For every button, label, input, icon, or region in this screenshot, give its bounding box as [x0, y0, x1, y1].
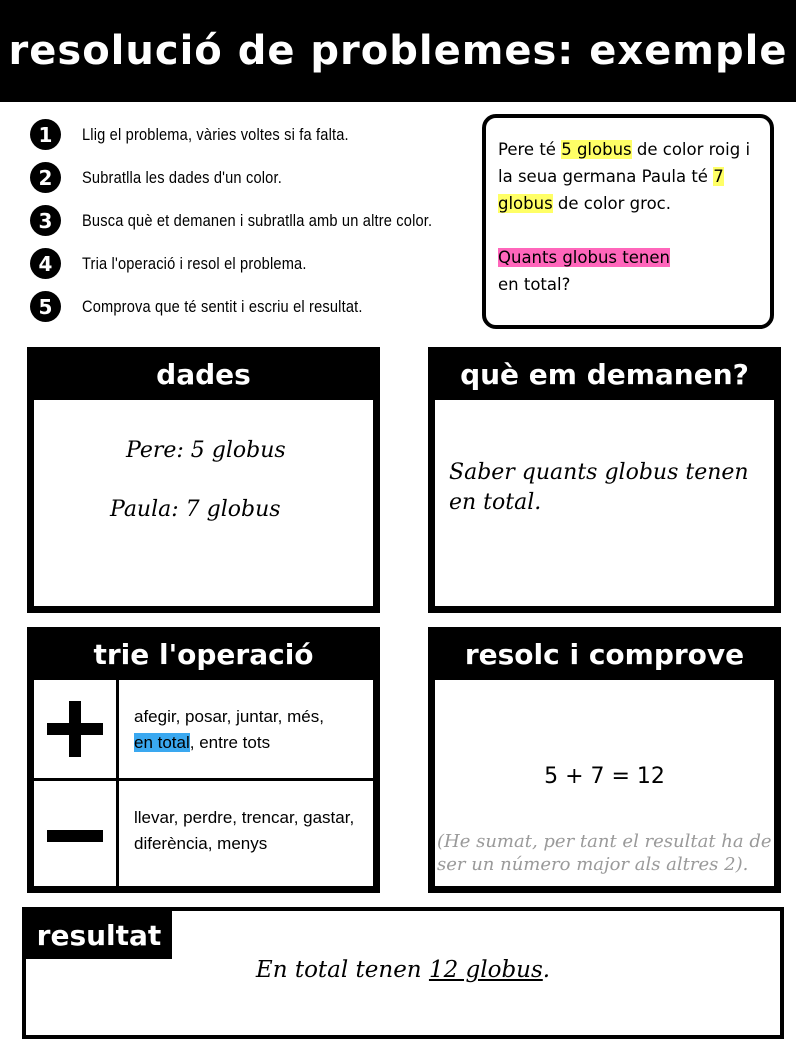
demanen-title: què em demanen? [460, 357, 749, 391]
plus-words-text: , entre tots [189, 733, 271, 752]
step-number-icon: 2 [30, 162, 61, 193]
plus-row [34, 680, 373, 778]
problem-card [482, 114, 774, 329]
dades-panel [27, 347, 380, 613]
resolc-panel [428, 627, 781, 893]
demanen-panel [428, 347, 781, 613]
demanen-body [435, 400, 774, 606]
problem-text: de color groc. [552, 194, 671, 213]
operation-table [34, 680, 373, 886]
step-item [30, 285, 480, 328]
step-item [30, 242, 480, 285]
problem-text: Pere té [498, 140, 562, 159]
resultat-sentence: En total tenen [255, 957, 429, 983]
check-note: (He sumat, per tant el resultat ha de ser un número major als altres 2). [437, 831, 772, 875]
keyword-highlight: en total [134, 733, 190, 752]
step-item [30, 113, 480, 156]
minus-icon [34, 781, 119, 892]
step-number-icon: 4 [30, 248, 61, 279]
resultat-box [22, 907, 784, 1039]
step-text: Comprova que té sentit i escriu el resultat. [82, 296, 363, 316]
step-item [30, 156, 480, 199]
minus-words: llevar, perdre, trencar, gastar, diferència, menys [134, 808, 355, 853]
step-text: Tria l'operació i resol el problema. [82, 253, 307, 273]
question-highlight: Quants globus tenen [498, 248, 670, 267]
resultat-text [26, 957, 780, 983]
dades-line-pere: Pere: 5 globus [126, 438, 286, 463]
data-highlight: 5 globus [561, 140, 632, 159]
dades-title: dades [156, 357, 251, 391]
plus-icon [34, 680, 119, 778]
plus-words-text: afegir, posar, juntar, més, [134, 707, 324, 726]
step-text: Busca què et demanen i subratlla amb un altre color. [82, 210, 433, 230]
problem-text: de color roig i la seua germana Paula té [498, 140, 751, 186]
resolc-body [435, 680, 774, 886]
operacio-title: trie l'operació [93, 637, 314, 671]
steps-list [30, 113, 480, 328]
step-text: Subratlla les dades d'un color. [82, 167, 282, 187]
resolc-title: resolc i comprove [464, 637, 745, 671]
question-end: en total? [498, 275, 571, 294]
resultat-answer: 12 globus [428, 957, 543, 983]
dades-line-paula: Paula: 7 globus [110, 497, 281, 522]
step-text: Llig el problema, vàries voltes si fa falta. [82, 124, 349, 144]
title-bar [0, 0, 796, 102]
step-number-icon: 3 [30, 205, 61, 236]
step-item [30, 199, 480, 242]
minus-row [34, 781, 373, 892]
dades-body [34, 400, 373, 606]
resultat-period: . [542, 957, 551, 983]
step-number-icon: 1 [30, 119, 61, 150]
operacio-body [34, 680, 373, 886]
demanen-answer: Saber quants globus tenen en total. [449, 460, 749, 515]
page-title: resolució de problemes: exemple [8, 28, 788, 74]
equation: 5 + 7 = 12 [544, 764, 665, 789]
step-number-icon: 5 [30, 291, 61, 322]
resultat-label: resultat [26, 911, 172, 959]
operacio-panel [27, 627, 380, 893]
plus-words [134, 704, 364, 756]
data-highlight: 7 globus [498, 167, 724, 213]
